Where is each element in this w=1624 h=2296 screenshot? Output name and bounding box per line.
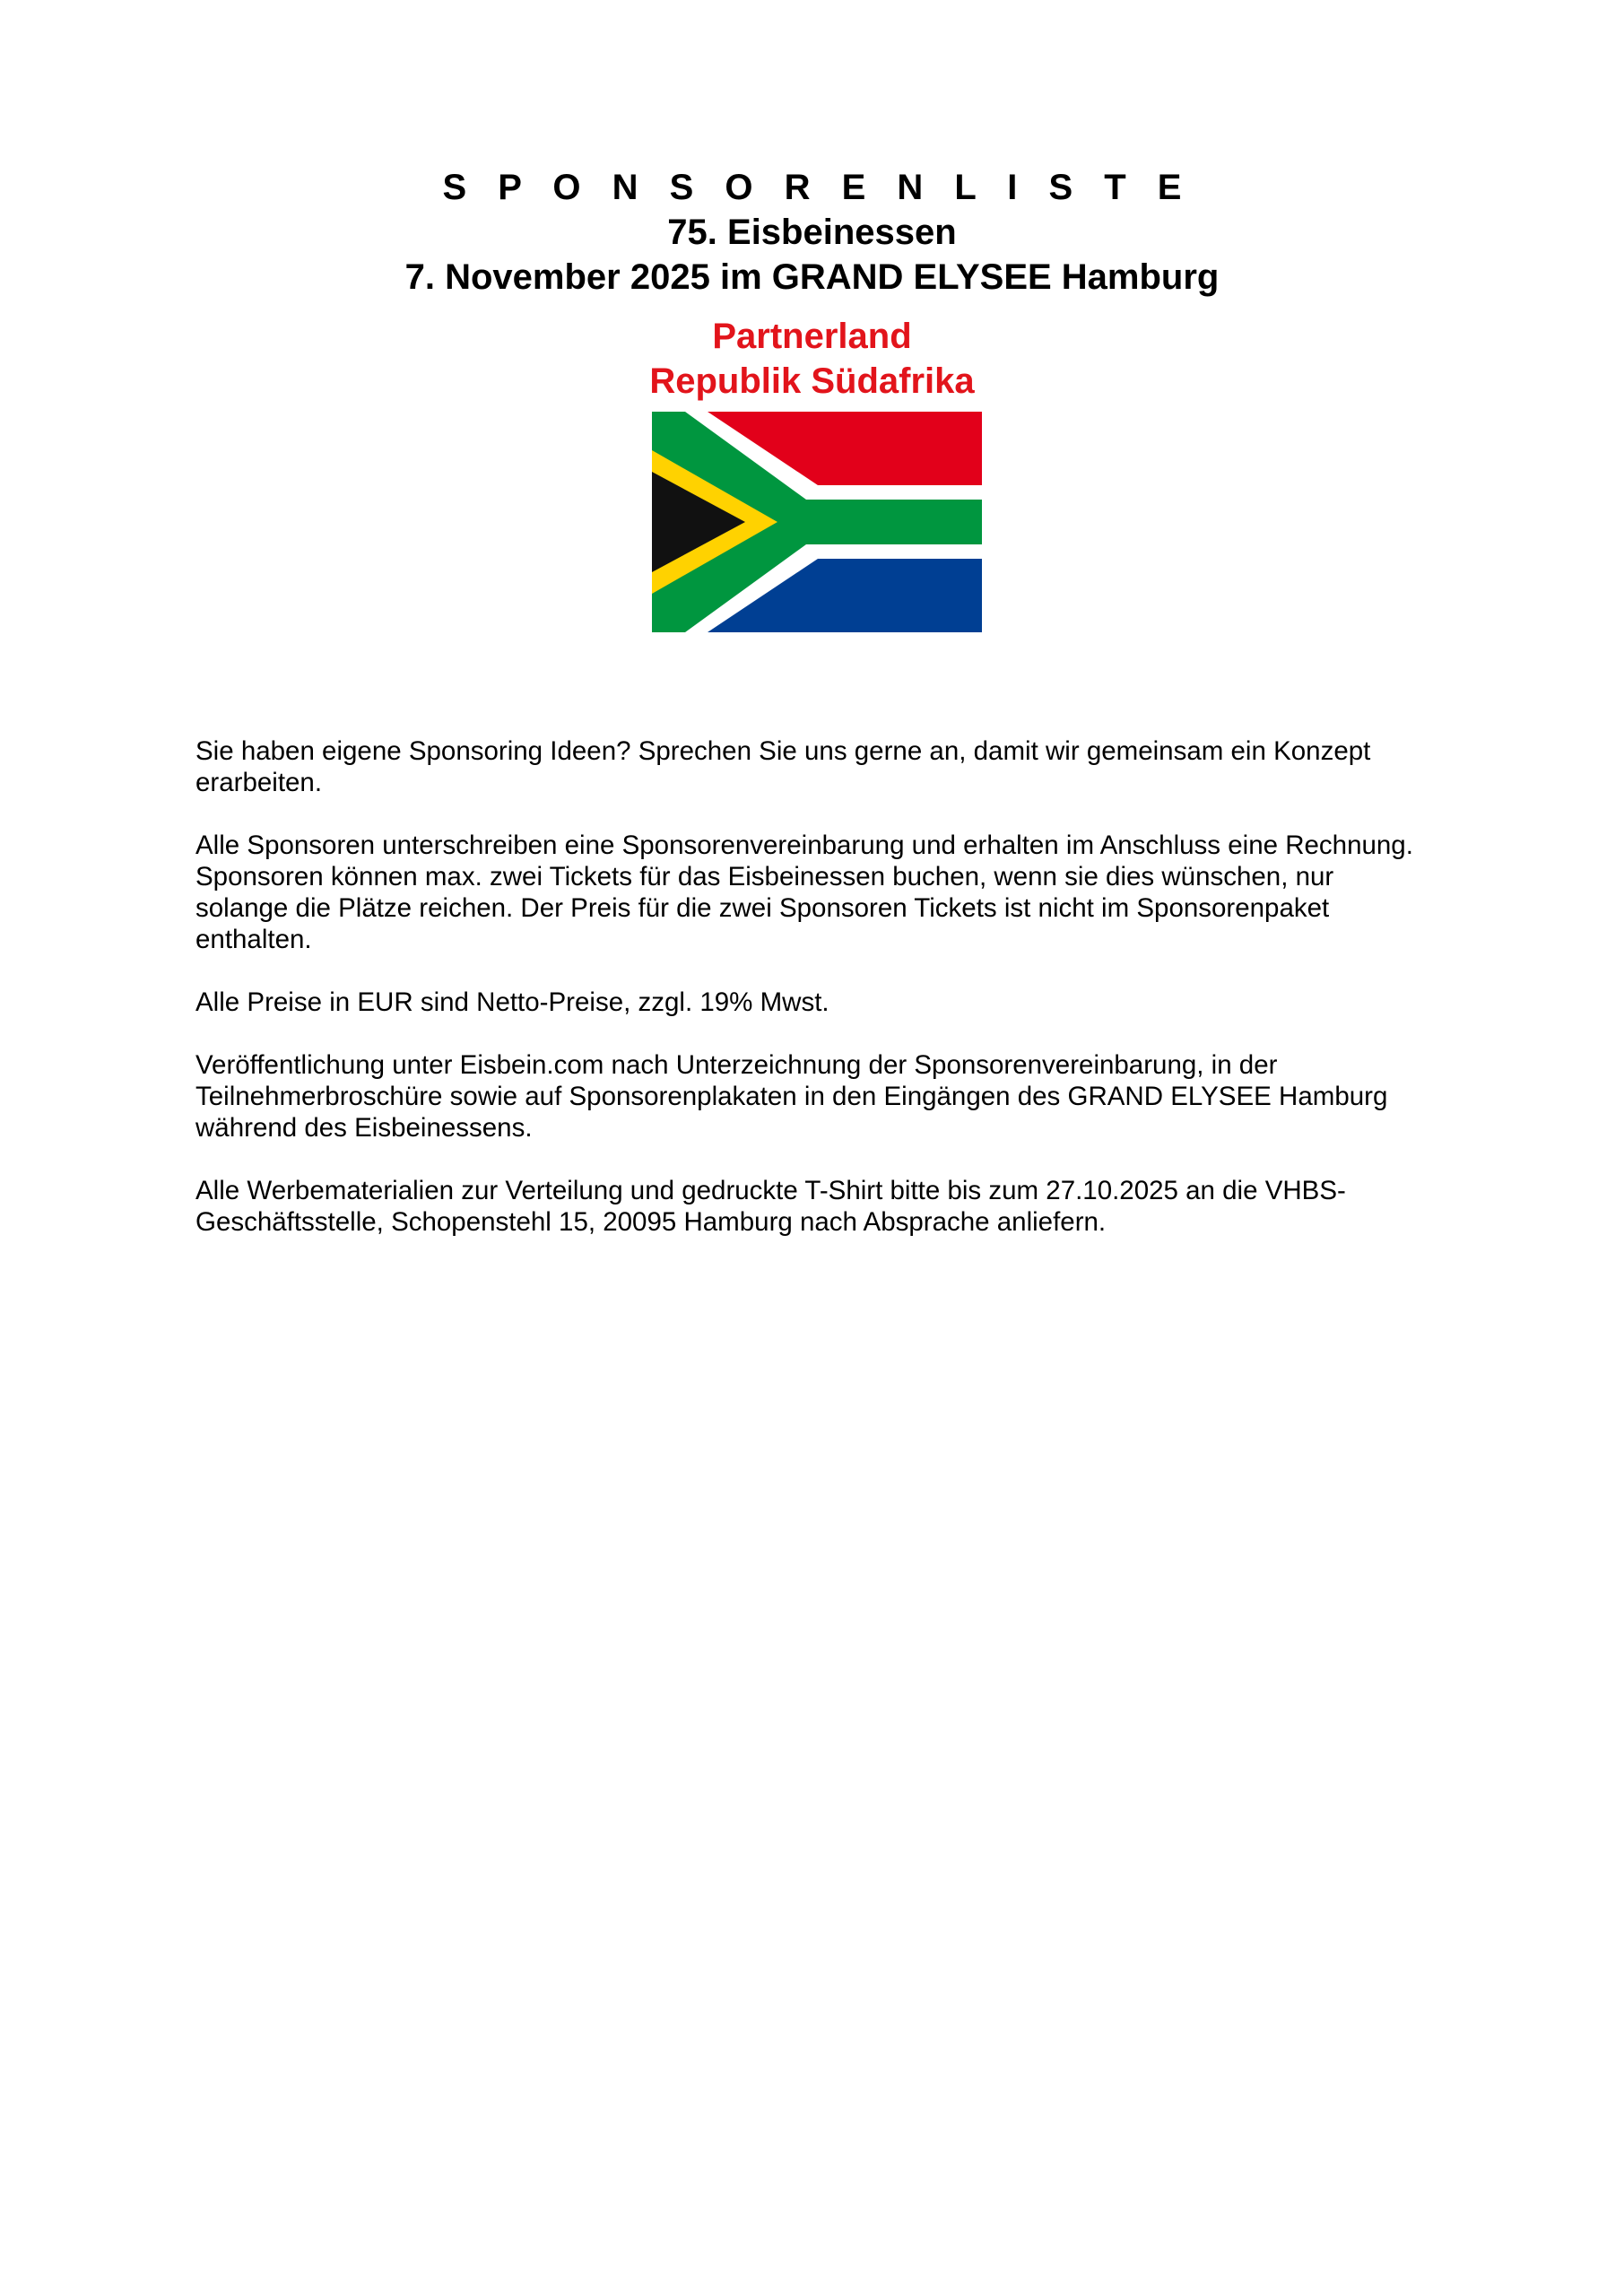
paragraph-materials: Alle Werbematerialien zur Verteilung und gedruckte T-Shirt bitte bis zum 27.10.2025 an die VHBS-Geschäftsstelle, Schopenstehl 15, 20095 Hamburg nach Absprache anliefern. [195, 1176, 1346, 1237]
event-date-venue: 7. November 2025 im GRAND ELYSEE Hamburg [404, 257, 1220, 297]
document-title: S P O N S O R E N L I S T E [442, 168, 1193, 207]
partner-country: Republik Südafrika [649, 361, 975, 401]
paragraph-prices: Alle Preise in EUR sind Netto-Preise, zzgl. 19% Mwst. [195, 987, 829, 1017]
south-africa-flag-icon [652, 412, 982, 632]
paragraph-publication: Veröffentlichung unter Eisbein.com nach Unterzeichnung der Sponsorenvereinbarung, in der Teilnehmerbroschüre sowie auf Sponsorenplakaten in den Eingängen des GRAND ELYSEE Hamburg während des Eisbeinessens. [195, 1050, 1388, 1143]
paragraph-ideas: Sie haben eigene Sponsoring Ideen? Sprechen Sie uns gerne an, damit wir gemeinsam ein Konzept erarbeiten. [195, 736, 1371, 797]
partner-country-block [0, 314, 1624, 404]
paragraph-agreement: Alle Sponsoren unterschreiben eine Sponsorenvereinbarung und erhalten im Anschluss eine Rechnung. Sponsoren können max. zwei Tickets für das Eisbeinessen buchen, wenn sie dies wünschen, nur solange die Plätze reichen. Der Preis für die zwei Sponsoren Tickets ist nicht im Sponsorenpaket enthalten. [195, 831, 1413, 954]
partner-label: Partnerland [712, 317, 912, 356]
event-name: 75. Eisbeinessen [667, 213, 957, 252]
document-header [0, 165, 1624, 300]
body-text [195, 735, 1433, 1269]
